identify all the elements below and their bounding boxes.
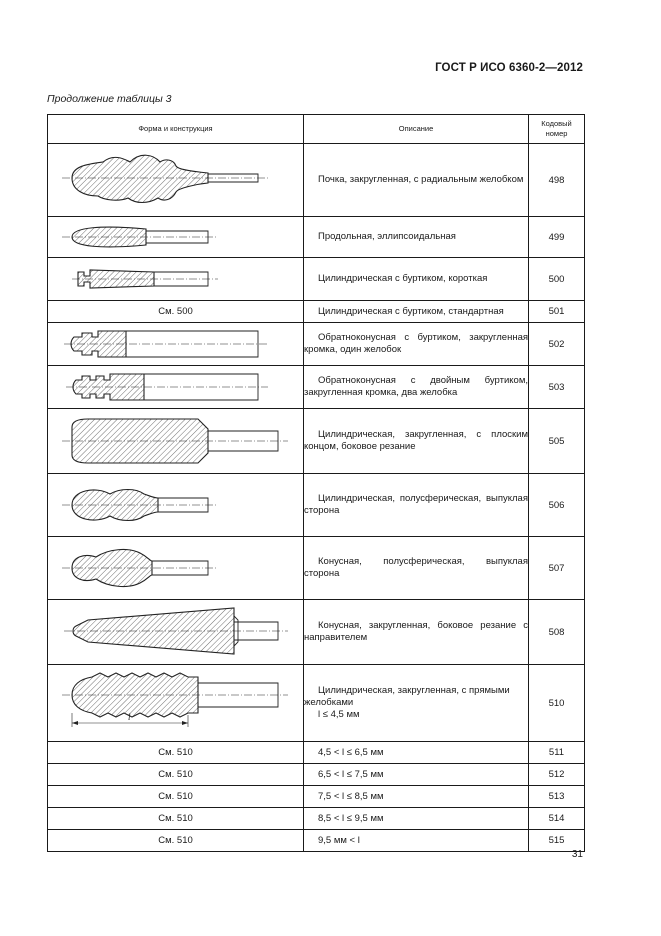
code-cell: 501 [529,301,585,323]
reference-cell: См. 510 [48,830,304,852]
code-cell: 514 [529,808,585,830]
code-cell: 498 [529,144,585,217]
table-row [48,217,585,258]
code-cell: 513 [529,786,585,808]
table-row [48,537,585,600]
bur-510-drawing [48,665,304,741]
table-row [48,830,585,852]
code-cell: 500 [529,258,585,301]
shape-drawing-510 [48,665,304,742]
description-cell: Почка, закругленная, с радиальным желобком [304,144,529,217]
code-cell: 512 [529,764,585,786]
table-row [48,474,585,537]
column-header-description: Описание [304,115,529,144]
bur-508-drawing [48,600,304,664]
shape-drawing-508 [48,600,304,665]
table-row [48,144,585,217]
code-cell: 515 [529,830,585,852]
code-cell: 505 [529,409,585,474]
shape-drawing-506 [48,474,304,537]
description-cell: Конусная, закругленная, боковое резание с направителем [304,600,529,665]
description-cell: Цилиндрическая с буртиком, стандартная [304,301,529,323]
code-cell: 507 [529,537,585,600]
shape-drawing-505 [48,409,304,474]
column-header-shape: Форма и конструкция [48,115,304,144]
standard-header: ГОСТ Р ИСО 6360-2—2012 [435,62,583,74]
reference-cell: См. 510 [48,764,304,786]
shape-drawing-498 [48,144,304,217]
code-cell: 510 [529,665,585,742]
column-header-code: Кодовый номер [529,115,585,144]
table-row [48,786,585,808]
table-row [48,409,585,474]
code-cell: 511 [529,742,585,764]
bur-507-drawing [48,537,304,599]
dimension-label: l [128,712,131,722]
table-row [48,600,585,665]
code-cell: 503 [529,366,585,409]
bur-498-drawing [48,144,304,216]
shape-drawing-507 [48,537,304,600]
description-cell: 6,5 < l ≤ 7,5 мм [304,764,529,786]
description-cell: Цилиндрическая с буртиком, короткая [304,258,529,301]
table-row [48,742,585,764]
bur-505-drawing [48,409,304,473]
length-condition: l ≤ 4,5 мм [318,709,360,720]
description-cell: Обратноконусная с буртиком, закругленная кромка, один желобок [304,323,529,366]
description-cell: Конусная, полусферическая, выпуклая сторона [304,537,529,600]
bur-503-drawing [48,366,304,408]
table-row [48,323,585,366]
description-cell: 4,5 < l ≤ 6,5 мм [304,742,529,764]
code-cell: 502 [529,323,585,366]
table-row [48,366,585,409]
bur-502-drawing [48,323,304,365]
shape-drawing-503 [48,366,304,409]
description-cell: Цилиндрическая, закругленная, с плоским концом, боковое резание [304,409,529,474]
description-cell: 7,5 < l ≤ 8,5 мм [304,786,529,808]
reference-cell: См. 510 [48,808,304,830]
table-row [48,808,585,830]
bur-499-drawing [48,217,304,257]
shape-drawing-502 [48,323,304,366]
table-row [48,258,585,301]
code-cell: 506 [529,474,585,537]
table-row [48,665,585,742]
description-cell: 8,5 < l ≤ 9,5 мм [304,808,529,830]
description-cell: Цилиндрическая, полусферическая, выпуклая сторона [304,474,529,537]
code-cell: 499 [529,217,585,258]
shape-drawing-499 [48,217,304,258]
page-number: 31 [571,849,583,860]
bur-shapes-table [47,114,585,852]
shape-drawing-500 [48,258,304,301]
reference-cell: См. 510 [48,742,304,764]
reference-cell: См. 510 [48,786,304,808]
table-continuation-label: Продолжение таблицы 3 [47,93,172,105]
description-cell: 9,5 мм < l [304,830,529,852]
table-row [48,764,585,786]
code-cell: 508 [529,600,585,665]
description-cell: Цилиндрическая, закругленная, с прямыми желобками l ≤ 4,5 мм [304,665,529,742]
bur-500-drawing [48,258,304,300]
description-cell: Обратноконусная с двойным буртиком, закругленная кромка, два желобка [304,366,529,409]
reference-cell: См. 500 [48,301,304,323]
table-header-row [48,115,585,144]
description-cell: Продольная, эллипсоидальная [304,217,529,258]
table-row [48,301,585,323]
bur-506-drawing [48,474,304,536]
